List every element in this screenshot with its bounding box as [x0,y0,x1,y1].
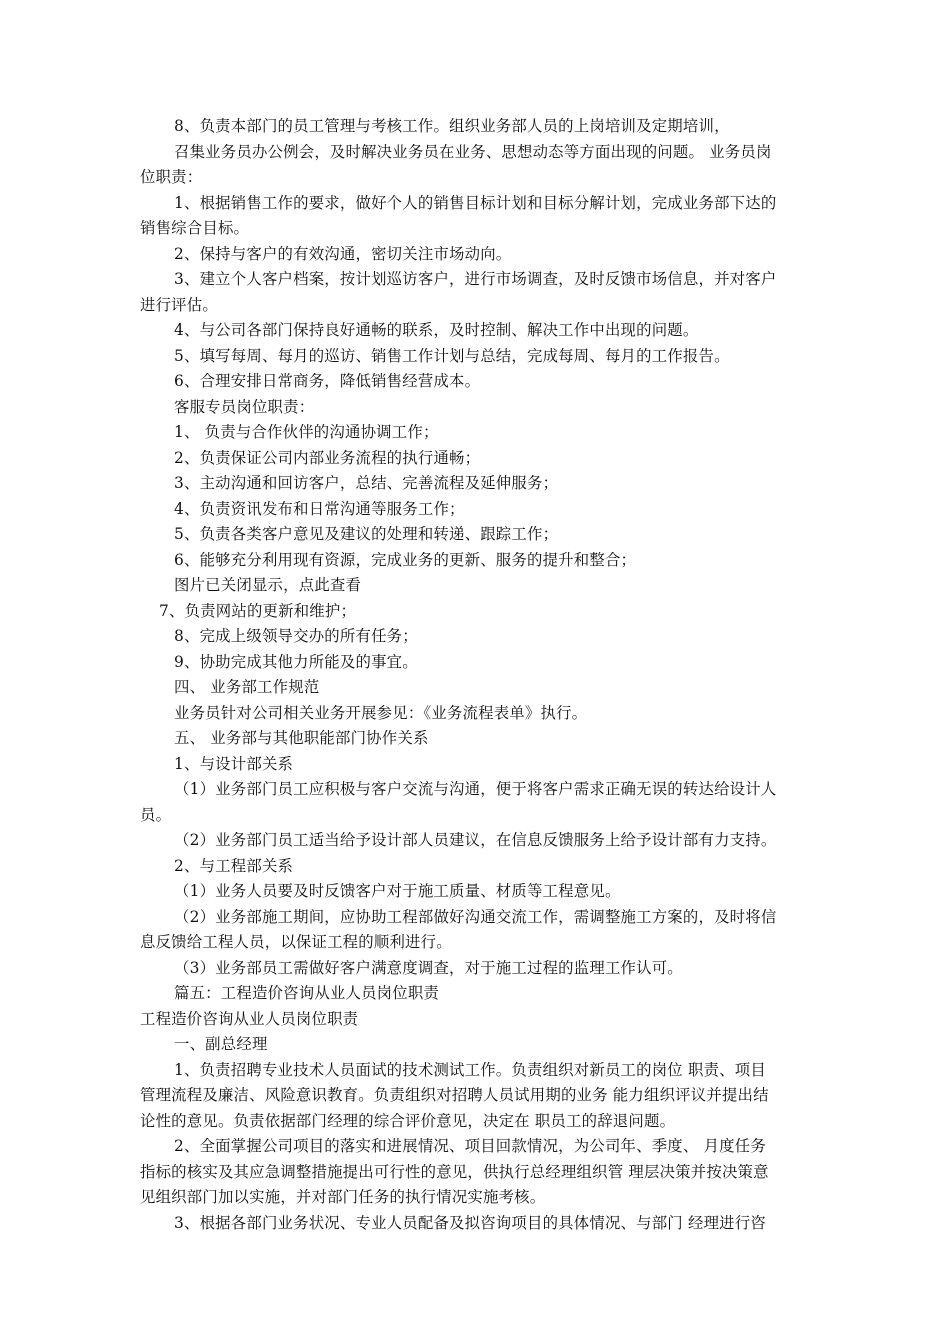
text-line: 2、负责保证公司内部业务流程的执行通畅； [174,449,481,467]
text-line: 召集业务员办公例会，及时解决业务员在业务、思想动态等方面出现的问题。 业务员岗 [174,143,772,161]
text-line: 2、全面掌握公司项目的落实和进展情况、项目回款情况，为公司年、季度、 月度任务 [174,1137,766,1155]
text-line: 论性的意见。负责依据部门经理的综合评价意见，决定在 职员工的辞退问题。 [140,1112,676,1130]
text-line: 2、与工程部关系 [174,857,294,875]
text-line: 指标的核实及其应急调整措施提出可行性的意见，供执行总经理组织管 理层决策并按决策意 [140,1163,769,1181]
text-line: 8、完成上级领导交办的所有任务； [174,627,418,645]
text-line: 见组织部门加以实施，并对部门任务的执行情况实施考核。 [140,1188,546,1206]
text-line: 3、主动沟通和回访客户，总结、完善流程及延伸服务； [174,474,559,492]
text-line: 销售综合目标。 [140,219,250,237]
text-line: 6、合理安排日常商务，降低销售经营成本。 [174,372,481,390]
text-line: 7、负责网站的更新和维护； [159,602,357,620]
text-line: 进行评估。 [140,296,218,314]
section-heading: 五、 业务部与其他职能部门协作关系 [174,729,429,747]
text-line: （1）业务人员要及时反馈客户对于施工质量、材质等工程意见。 [174,882,621,900]
section-heading: 四、 业务部工作规范 [174,678,320,696]
text-line: 3、根据各部门业务状况、专业人员配备及拟咨询项目的具体情况、与部门 经理进行咨 [174,1214,766,1232]
text-line: 1、根据销售工作的要求，做好个人的销售目标计划和目标分解计划，完成业务部下达的 [174,194,777,212]
text-line: 1、 负责与合作伙伴的沟通协调工作； [174,423,439,441]
text-line: 管理流程及廉洁、风险意识教育。负责组织对招聘人员试用期的业务 能力组织评议并提出结 [140,1086,769,1104]
text-line: 业务员针对公司相关业务开展参见：《业务流程表单》执行。 [174,704,588,722]
text-line: （2）业务部门员工适当给予设计部人员建议，在信息反馈服务上给予设计部有力支持。 [174,831,777,849]
text-line: 5、填写每周、每月的巡访、销售工作计划与总结，完成每周、每月的工作报告。 [174,347,730,365]
text-line: （3）业务部员工需做好客户满意度调查，对于施工过程的监理工作认可。 [174,959,683,977]
text-line: 1、与设计部关系 [174,755,294,773]
text-line: 9、协助完成其他力所能及的事宜。 [174,653,418,671]
chapter-title: 工程造价咨询从业人员岗位职责 [140,1010,359,1028]
text-line: 5、负责各类客户意见及建议的处理和转递、跟踪工作； [174,525,559,543]
text-line: 6、能够充分利用现有资源，完成业务的更新、服务的提升和整合； [174,551,637,569]
chapter-heading: 篇五：工程造价咨询从业人员岗位职责 [174,984,440,1002]
section-heading: 一、副总经理 [174,1035,268,1053]
text-line: 息反馈给工程人员，以保证工程的顺利进行。 [140,933,452,951]
text-line: （2）业务部施工期间，应协助工程部做好沟通交流工作，需调整施工方案的，及时将信 [174,908,777,926]
text-line: 2、保持与客户的有效沟通，密切关注市场动向。 [174,245,512,263]
text-line: 1、负责招聘专业技术人员面试的技术测试工作。负责组织对新员工的岗位 职责、项目 [174,1061,766,1079]
text-line: 4、与公司各部门保持良好通畅的联系，及时控制、解决工作中出现的问题。 [174,321,699,339]
image-placeholder-link[interactable]: 图片已关闭显示，点此查看 [174,576,362,594]
text-line: 位职责： [140,168,203,186]
text-line: 4、负责资讯发布和日常沟通等服务工作； [174,500,465,518]
section-heading: 客服专员岗位职责： [174,398,315,416]
text-line: （1）业务部门员工应积极与客户交流与沟通，便于将客户需求正确无误的转达给设计人 [174,780,777,798]
text-line: 员。 [140,806,172,824]
text-line: 3、建立个人客户档案，按计划巡访客户，进行市场调查，及时反馈市场信息，并对客户 [174,270,777,288]
text-line: 8、负责本部门的员工管理与考核工作。组织业务部人员的上岗培训及定期培训， [174,117,730,135]
